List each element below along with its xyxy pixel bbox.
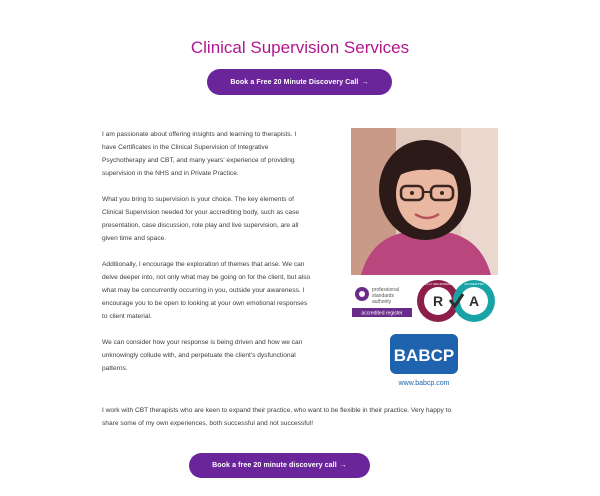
roa-ring-right: ACCREDITED bbox=[464, 282, 484, 286]
roa-letter-r: R bbox=[432, 293, 444, 309]
babcp-url: www.babcp.com bbox=[398, 380, 450, 387]
psa-line2: standards bbox=[372, 293, 394, 299]
paragraph: I am passionate about offering insights and learning to therapists. I have Certificates in the Clinical Supervision of Integrative Psychotherapy and CBT, and many years' experience of providing supervision in the NHS and in Private Practice. bbox=[102, 131, 297, 177]
page-title: Clinical Supervision Services bbox=[190, 38, 410, 57]
babcp-logo[interactable] bbox=[388, 334, 460, 388]
button-label: Book a free 20 minute discovery call bbox=[212, 462, 337, 469]
therapist-photo bbox=[351, 128, 498, 275]
book-discovery-call-button[interactable] bbox=[207, 69, 392, 95]
paragraph: What you bring to supervision is your choice. The key elements of Clinical Supervision needed for your accrediting body, such as case presentation, case discussion, role play and live supervision, are all given time and space. bbox=[102, 196, 300, 242]
intro-text bbox=[102, 128, 312, 388]
psa-line1: professional bbox=[372, 287, 399, 293]
roa-logos bbox=[416, 278, 498, 324]
psa-logo bbox=[352, 284, 414, 318]
arrow-right-icon: → bbox=[361, 78, 369, 86]
button-label: Book a Free 20 Minute Discovery Call bbox=[230, 78, 359, 86]
paragraph: We can consider how your response is being driven and how we can unknowingly collude with, and perpetuate the client's dysfunctional patterns. bbox=[102, 339, 303, 372]
closing-text bbox=[102, 404, 462, 430]
arrow-right-icon: → bbox=[339, 462, 347, 469]
roa-letter-a: A bbox=[468, 293, 480, 309]
babcp-name: BABCP bbox=[393, 346, 455, 365]
portrait-image bbox=[351, 128, 498, 275]
psa-badge: accredited register bbox=[361, 310, 403, 317]
paragraph: Additionally, I encourage the exploration of themes that arise. We can delve deeper into, not only what may be going on for the client, but also what may be concurrently occurring in you, outside your awareness. I encourage you to be open to looking at your own emotional responses to client material. bbox=[102, 261, 311, 320]
psa-line3: authority bbox=[372, 299, 392, 305]
paragraph: I work with CBT therapists who are keen to expand their practice, who want to be flexible in their practice. Very happy to share some of my own experiences, both successful and not successful! bbox=[102, 407, 452, 427]
book-discovery-call-button-bottom[interactable] bbox=[189, 453, 370, 478]
roa-ring-left: FULLY REGISTERED bbox=[423, 282, 453, 286]
